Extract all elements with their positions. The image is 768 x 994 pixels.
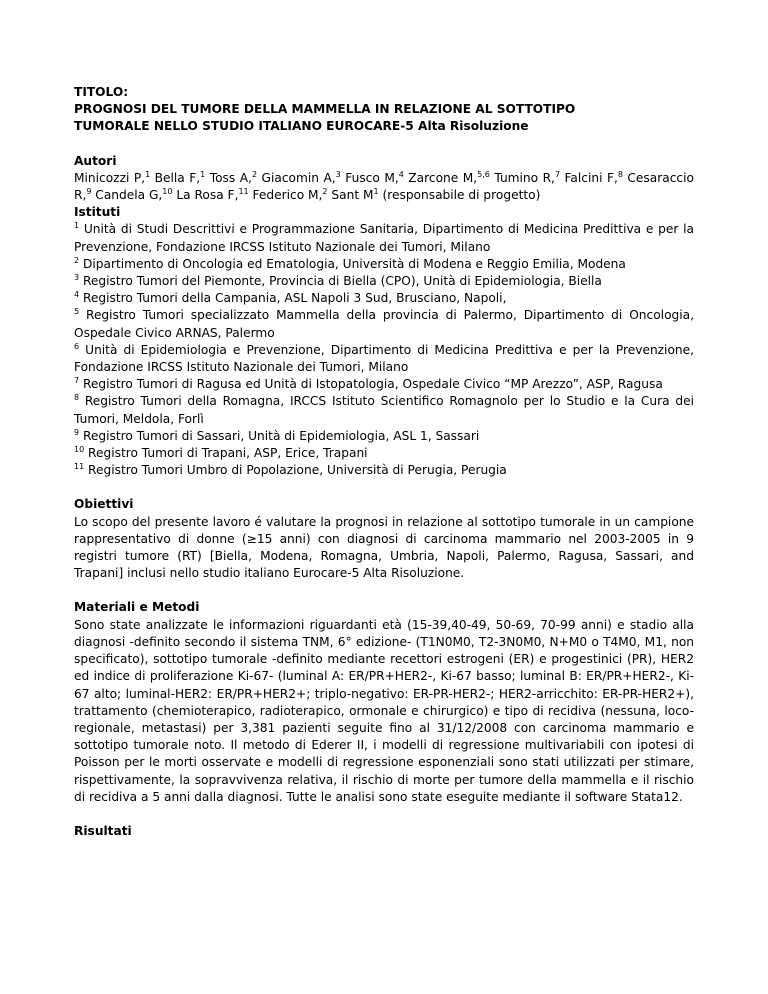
authors-suffix: (responsabile di progetto) [378, 188, 541, 203]
institute-10: $^{10}$ Registro Tumori di Trapani, ASP, Erice, Trapani [74, 445, 368, 461]
authors-list [74, 170, 694, 204]
author-6: Zarcone M,$^{5,6}$ [403, 169, 490, 185]
spacer [74, 479, 694, 496]
author-11: La Rosa F,$^{11}$ [172, 186, 249, 203]
institute-9: $^9$ Registro Tumori di Sassari, Unità di Epidemiologia, ASL 1, Sassari [74, 427, 480, 443]
author-3: Toss A,$^2$ [205, 169, 258, 185]
title-line-1: PROGNOSI DEL TUMORE DELLA MAMMELLA IN RELAZIONE AL SOTTOTIPO [74, 102, 576, 117]
author-10: Candela G,$^{10}$ [91, 186, 173, 203]
institute-8: $^8$ Registro Tumori della Romagna, IRCCS Istituto Scientifico Romagnolo per lo Studio e la Cura dei Tumori, Meldola, Forlì [74, 393, 694, 426]
authors-heading: Autori [74, 153, 117, 168]
author-5: Fusco M,$^4$ [340, 169, 404, 185]
spacer [74, 806, 694, 823]
spacer [74, 582, 694, 599]
title-line-2-suffix: Alta Risoluzione [413, 119, 529, 134]
institute-4: $^4$ Registro Tumori della Campania, ASL Napoli 3 Sud, Brusciano, Napoli, [74, 290, 507, 306]
title-line-2-bold: TUMORALE NELLO STUDIO ITALIANO EUROCARE-5 [74, 119, 414, 134]
document-page [74, 84, 694, 840]
author-7: Tumino R,$^7$ [489, 169, 561, 185]
author-12: Federico M,$^2$ [248, 186, 328, 203]
objectives-heading: Obiettivi [74, 497, 134, 512]
title-block [74, 84, 694, 136]
institute-5: $^5$ Registro Tumori specializzato Mammella della provincia di Palermo, Dipartimento di Oncologia, Ospedale Civico ARNAS, Palermo [74, 307, 694, 340]
author-8: Falcini F,$^8$ [560, 169, 623, 185]
author-9: Cesaraccio R,$^9$ [74, 170, 694, 203]
author-2: Bella F,$^1$ [150, 169, 206, 185]
institute-6: $^6$ Unità di Epidemiologia e Prevenzione, Dipartimento di Medicina Predittiva e per la Prevenzione, Fondazione IRCSS Istituto Nazionale dei Tumori, Milano [74, 341, 694, 375]
results-heading: Risultati [74, 823, 132, 838]
author-13: Sant $M^1$ [327, 186, 379, 203]
author-4: Giacomin A,$^3$ [257, 169, 341, 185]
institutes-heading: Istituti [74, 205, 121, 220]
institute-11: $^{11}$ Registro Tumori Umbro di Popolazione, Università di Perugia, Perugia [74, 462, 507, 478]
methods-heading: Materiali e Metodi [74, 600, 200, 615]
title-label: TITOLO: [74, 85, 129, 99]
methods-text: Sono state analizzate le informazioni riguardanti età (15-39,40-49, 50-69, 70-99 anni) e stadio alla diagnosi -definito secondo il sistema TNM, 6° edizione- (T1N0M0, T2-3N0M0, N+M0 o T4M0, M1, non specificato), sottotipo tumorale -definito mediante recettori estrogeni (ER) e progestinici (PR), HER2 ed indice di proliferazione Ki-67- (luminal A: ER/PR+HER2-, Ki-67 basso; luminal B: ER/PR+HER2-, Ki-67 alto; luminal-HER2: ER/PR+HER2+; triplo-negativo: ER-PR-HER2-; HER2-arricchito: ER-PR-HER2+), trattamento (chemioterapico, radioterapico, ormonale e chirurgico) e tipo di recidiva (nessuna, loco-regionale, metastasi) per 3,381 pazienti seguite fino al 31/12/2008 con carcinoma mammario e sottotipo tumorale noto. Il metodo di Ederer II, i modelli di regressione multivariabili con ipotesi di Poisson per le morti osservate e modelli di regressione esponenziali sono stati utilizzati per stimare, rispettivamente, la sopravvivenza relativa, il rischio di morte per tumore della mammella e il rischio di recidiva a 5 anni dalla diagnosi. Tutte le analisi sono state eseguite mediante il software Stata12. [74, 617, 694, 804]
objectives-text: Lo scopo del presente lavoro é valutare la prognosi in relazione al sottotipo tumorale in un campione rappresentativo di donne (≥15 anni) con diagnosi di carcinoma mammario nel 2003-2005 in 9 registri tumore (RT) [Biella, Modena, Romagna, Umbria, Napoli, Palermo, Ragusa, Sassari, and Trapani] inclusi nello studio italiano Eurocare-5 Alta Risoluzione. [74, 514, 694, 581]
institute-1: $^1$ Unità di Studi Descrittivi e Programmazione Sanitaria, Dipartimento di Medicina Predittiva e per la Prevenzione, Fondazione IRCSS Istituto Nazionale dei Tumori, Milano [74, 221, 694, 254]
institute-2: $^2$ Dipartimento di Oncologia ed Ematologia, Università di Modena e Reggio Emilia, Modena [74, 255, 626, 271]
institute-3: $^3$ Registro Tumori del Piemonte, Provincia di Biella (CPO), Unità di Epidemiologia, Biella [74, 272, 602, 289]
institutes-list [74, 221, 694, 479]
author-1: Minicozzi P,$^1$ [74, 169, 151, 185]
title-line-2 [74, 118, 694, 135]
institute-7: $^7$ Registro Tumori di Ragusa ed Unità di Istopatologia, Ospedale Civico “MP Arezzo”, ASP, Ragusa [74, 376, 663, 392]
